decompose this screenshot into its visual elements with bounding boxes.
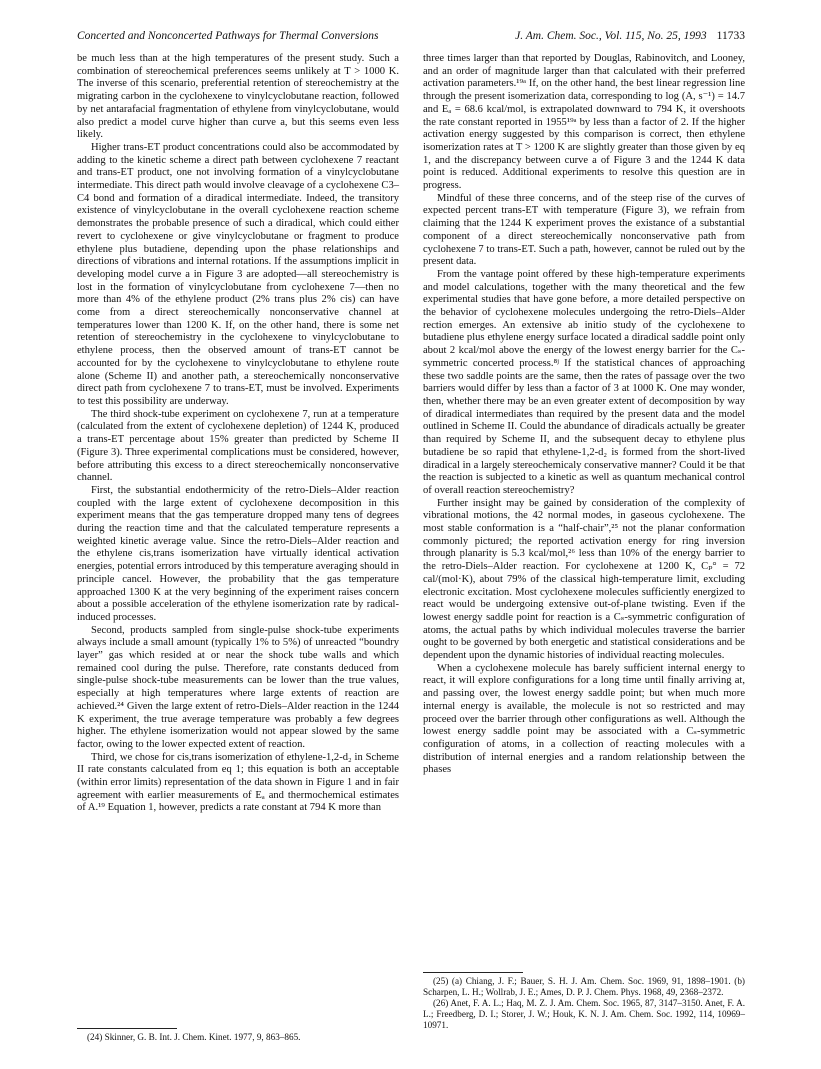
footnote: (26) Anet, F. A. L.; Haq, M. Z. J. Am. Chem. Soc. 1965, 87, 3147–3150. Anet, F. A. L.; Freedberg, D. I.; Storer, J. W.; Houk, K. N. J. Am. Chem. Soc. 1992, 114, 10969–10971.: [423, 998, 745, 1030]
paragraph: When a cyclohexene molecule has barely sufficient internal energy to react, it will explore configurations for a long time until finally arriving at, and passing over, the lowest energy saddle point; but when much more internal energy is available, the molecule is not so restricted and may proceed over the barrier through other configurations as well. Although the lowest energy saddle point may be associated with a Cₛ-symmetric configuration of atoms, in a collection of reacting molecules with a distribution of internal energies and a random relationship between the phases: [423, 662, 745, 776]
paragraph: Mindful of these three concerns, and of the steep rise of the curves of expected percent trans-ET with temperature (Figure 3), we refrain from claiming that the 1244 K experiment proves the existance of a substantial component of a direct stereochemically nonconservative path from cyclohexene 7 to trans-ET. Such a path, however, cannot be ruled out by the present data.: [423, 192, 745, 268]
left-column: [77, 53, 399, 815]
footnote: (24) Skinner, G. B. Int. J. Chem. Kinet. 1977, 9, 863–865.: [87, 1032, 301, 1042]
paragraph: From the vantage point offered by these high-temperature experiments and model calculations, together with the many theoretical and the few experimental studies that have gone before, a more detailed perspective on the behavior of cyclohexene molecules undergoing the retro-Diels–Alder rection emerges. An extensive ab initio study of the cyclohexene to butadiene plus ethylene energy surface located a diradical saddle point only about 2 kcal/mol above the energy of the lowest energy barrier for the Cₛ-symmetric concerted process.⁸ʲ If the statistical chances of approaching these two saddle points are the same, then the rates of passage over the two barriers would differ by less than a factor of 3 at 1000 K. One may wonder, then, whether there may be an even greater extent of decomposition by way of diradical intermediates than required by the present data and the model outlined in Scheme II. Could the abundance of diradicals actually be greater than required by Scheme II, and the subsequent decay to ethylene plus butadiene be so rapid that ethylene-1,2-d₂ is formed from the short-lived diradical in a largely stereochemicaly conservative manner? Could it be that the reaction is subjected to a kinetic as well as quantum mechanical control of overall reaction stereochemistry?: [423, 268, 745, 496]
paragraph: Third, we chose for cis,trans isomerization of ethylene-1,2-d₂ in Scheme II rate constants calculated from eq 1; this equation is both an acceptable (within error limits) representation of the data shown in Figure 1 and in fair agreement with earlier measurements of Eₐ and thermochemical estimates of A.¹⁹ Equation 1, however, predicts a rate constant at 794 K more than: [77, 751, 399, 814]
paragraph: Further insight may be gained by consideration of the complexity of vibrational motions, the 42 normal modes, in gaseous cyclohexene. The most stable conformation is a “half-chair”,²⁵ not the planar conformation commonly pictured; the reported activation energy for ring inversion through planarity is 5.3 kcal/mol,²⁶ less than 10% of the energy barrier to the retro-Diels–Alder reaction. For cyclohexene at 1200 K, Cₚ° = 72 cal/(mol·K), about 79% of the classical high-temperature limit, excluding electronic excitation. Most cyclohexene molecules sufficiently energized to react would be undergoing extensive out-of-plane twisting. Even if the lowest energy saddle point for reaction is a Cₛ-symmetric configuration of atoms, the actual paths by which individual molecules traverse the barrier ought to be governed by both energetic and statistical considerations and be dependent upon the dynamic histories of individual reacting molecules.: [423, 497, 745, 662]
paragraph: First, the substantial endothermicity of the retro-Diels–Alder reaction coupled with the large extent of cyclohexene decomposition in this experiment means that the gas temperature dropped many tens of degrees during the reaction time and that the calculated temperature represents a weighted kinetic average value. Since the retro-Diels–Alder reaction and the ethylene cis,trans isomerization have virtually identical activation energies, potential errors introduced by this temperature averaging should in principle cancel. However, the probability that the gas temperature approached 1300 K at the very beginning of the experiment raises concern about a possible acceleration of the ethylene isomerization rate by radical-induced processes.: [77, 484, 399, 623]
paragraph: Higher trans-ET product concentrations could also be accommodated by adding to the kinetic scheme a direct path between cyclohexene 7 reactant and trans-ET product, one not involving formation of a vinylcyclobutane intermediate. This direct path would involve cleavage of a cyclohexene C3–C4 bond and formation of a diradical intermediate. Indeed, the transitory existence of vinylcyclobutane in the overall cyclohexene reaction scheme demonstrates the probable presence of such a diradical, which could either revert to cyclohexene or give vinylcyclobutane or fragment to produce ethylene plus butadiene, depending upon the phase relationships and directions of vibrations and internal rotations. If the assumptions implicit in developing model curve a in Figure 3 are adopted—all stereochemistry is lost in the formation of vinylcyclobutane from cyclohexene 7—then no more than 4% of the ethylene product (2% trans plus 2% cis) can have come from a direct stereochemically nonconservative channel at temperatures lower than 1200 K. If, on the other hand, there is some net retention of stereochemistry in the cyclohexene to vinylcyclobutane to ethylene process, then the observed amount of trans-ET cannot be accounted for by the cyclohexene to vinylcyclobutane to ethylene route alone (Scheme II) and another path, a stereochemically nonconservative direct path from cyclohexene 7 to trans-ET, must be involved. Experiments to test this possibility are underway.: [77, 141, 399, 407]
journal-info: J. Am. Chem. Soc., Vol. 115, No. 25, 1993: [515, 30, 707, 42]
right-column: [423, 53, 745, 777]
running-title: Concerted and Nonconcerted Pathways for Thermal Conversions: [77, 30, 379, 42]
running-header: [77, 30, 745, 46]
page-number: 11733: [716, 30, 745, 42]
paragraph: The third shock-tube experiment on cyclohexene 7, run at a temperature (calculated from the extent of cyclohexene depletion) of 1244 K, produced a trans-ET percentage about 15% greater than predicted by Scheme II (Figure 3). Three experimental complications must be considered, however, before attributing this excess to a direct stereochemically nonconservative channel.: [77, 408, 399, 484]
journal-citation: [515, 30, 745, 42]
footnote-rule: [423, 972, 523, 973]
footnotes-left: [77, 1022, 399, 1043]
footnote: (25) (a) Chiang, J. F.; Bauer, S. H. J. Am. Chem. Soc. 1969, 91, 1898–1901. (b) Scharpen, L. H.; Wollrab, J. E.; Ames, D. P. J. Chem. Phys. 1968, 49, 2368–2372.: [423, 976, 745, 997]
footnotes-right: [423, 966, 745, 1031]
paragraph: be much less than at the high temperatures of the present study. Such a combination of stereochemical preferences seems unlikely at T > 1000 K. The inverse of this scenario, preferential retention of stereochemistry at the migrating carbon in the cyclohexene to vinylcyclobutane reaction, followed by net antarafacial fragmentation of ethylene from vinylcyclobutane, would also predict a model curve higher than curve a, but this seems even less likely.: [77, 53, 399, 141]
paragraph: Second, products sampled from single-pulse shock-tube experiments always include a small amount (typically 1% to 5%) of unreacted “boundry layer” gas which resided at or near the shock tube walls and which remained cool during the pulse. Therefore, rate constants deduced from single-pulse shock-tube measurements can be lower than the true values, especially at high temperatures where large extents of reaction are achieved.²⁴ Given the large extent of retro-Diels–Alder reaction in the 1244 K experiment, the true average temperature was probably a few degrees higher. The ethylene isomerization would not appear slowed by the same factor, owing to the lower expected extent of reaction.: [77, 624, 399, 750]
paragraph: three times larger than that reported by Douglas, Rabinovitch, and Looney, and an order of magnitude larger than that calculated with their preferred activation parameters.¹⁹ᵃ If, on the other hand, the best linear regression line through the present isomerization data, corresponding to log (A, s⁻¹) = 14.7 and Eₐ = 68.6 kcal/mol, is extrapolated downward to 794 K, it overshoots the rate constant reported in 1955¹⁹ᵃ by less than a factor of 2. If the higher activation energy suggested by this comparison is correct, then ethylene isomerization rates at T > 1200 K are slightly greater than those given by eq 1, and the discrepancy between curve a of Figure 3 and the 1244 K data point is reduced. Additional experiments to resolve this question are in progress.: [423, 53, 745, 192]
footnote-rule: [77, 1028, 177, 1029]
